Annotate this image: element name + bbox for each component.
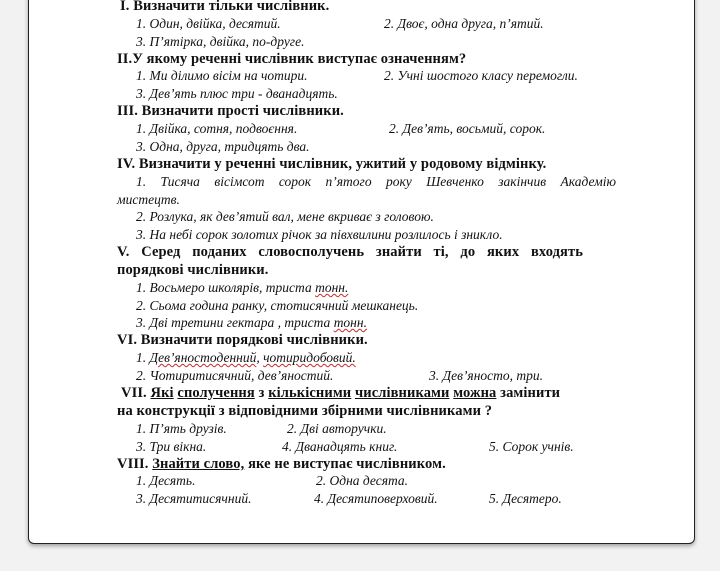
section-1-item-2: 2. Двоє, одна друга, п’ятий.	[384, 16, 544, 31]
section-5-item-3-text: 3. Дві третини гектара , триста	[136, 315, 334, 330]
section-3-item-3: 3. Одна, друга, тридцять два.	[136, 139, 310, 154]
section-5-item-3	[136, 315, 367, 331]
section-4-item-2: 2. Розлука, як дев’ятий вал, мене вкриває з головою.	[136, 209, 434, 224]
section-8-item-5: 5. Десятеро.	[489, 491, 562, 506]
section-7-item-1: 1. П’ять друзів.	[136, 421, 227, 436]
section-4-title: IV. Визначити у реченні числівник, ужитий у родовому відмінку.	[117, 156, 547, 172]
section-7-title-part: числівниками	[354, 385, 450, 401]
section-7-item-5: 5. Сорок учнів.	[489, 439, 574, 454]
section-3-item-1: 1. Двійка, сотня, подвоєння.	[136, 121, 298, 136]
section-3-title: III. Визначити прості числівники.	[117, 103, 344, 119]
section-5-item-1-flagged: тонн.	[315, 280, 349, 295]
section-5-item-1	[136, 280, 348, 296]
section-8-title-part: яке не виступає числівником.	[244, 456, 446, 472]
section-7-title-part: замінити	[496, 385, 561, 401]
section-5-item-2: 2. Сьома година ранку, стотисячний мешканець.	[136, 298, 419, 313]
section-8-title	[117, 456, 446, 473]
document-page	[28, 0, 695, 544]
section-3-item-2: 2. Дев’ять, восьмий, сорок.	[389, 121, 546, 136]
section-4-item-1-cont: мистецтв.	[117, 192, 180, 207]
section-8-item-4: 4. Десятиповерховий.	[314, 491, 438, 506]
section-8-item-2: 2. Одна десята.	[316, 473, 409, 488]
section-7-title-part: сполучення	[177, 385, 255, 401]
section-6-item-1-word-a: Дев’яностоденний	[149, 350, 257, 365]
section-1-title: I. Визначити тільки числівник.	[120, 0, 330, 14]
section-6-item-3: 3. Дев’яносто, три.	[429, 368, 544, 383]
section-5-title-line-2: порядкові числівники.	[117, 262, 269, 278]
section-7-title-part: можна	[453, 385, 497, 401]
section-7-item-2: 2. Дві авторучки.	[287, 421, 387, 436]
section-1-item-3: 3. П’ятірка, двійка, по-друге.	[136, 34, 305, 49]
section-6-item-1-prefix: 1.	[136, 350, 150, 365]
section-7-item-3: 3. Три вікна.	[136, 439, 207, 454]
section-7-title-part: VII.	[121, 385, 151, 401]
section-7-title-part: з	[254, 385, 269, 401]
section-7-title-part: кількісними	[268, 385, 352, 401]
section-2-item-3: 3. Дев’ять плюс три - дванадцять.	[136, 86, 338, 101]
section-4-item-3: 3. На небі сорок золотих річок за півхвилини розлилось і зникло.	[136, 227, 503, 242]
section-7-title-line-2: на конструкції з відповідними збірними числівниками ?	[117, 403, 493, 419]
section-6-item-1-sep: ,	[256, 350, 264, 365]
section-5-item-1-text: 1. Восьмеро школярів, триста	[136, 280, 316, 295]
section-5-item-3-flagged: тонн.	[333, 315, 367, 330]
section-5-title-line-1: V. Серед поданих словосполучень знайти ті, до яких входять	[117, 244, 583, 260]
section-6-item-2: 2. Чотиритисячний, дев’яностий.	[136, 368, 334, 383]
section-6-title: VI. Визначити порядкові числівники.	[117, 332, 368, 348]
section-8-item-1: 1. Десять.	[136, 473, 196, 488]
section-1-item-1: 1. Один, двійка, десятий.	[136, 16, 281, 31]
section-7-title-part: Які	[150, 385, 174, 401]
section-7-title-line-1	[121, 385, 560, 402]
section-8-title-part: Знайти слово,	[152, 456, 245, 472]
section-2-item-1: 1. Ми ділимо вісім на чотири.	[136, 68, 308, 83]
section-8-item-3: 3. Десятитисячний.	[136, 491, 252, 506]
section-2-item-2: 2. Учні шостого класу перемогли.	[384, 68, 578, 83]
section-2-title: II.У якому реченні числівник виступає означенням?	[117, 51, 467, 67]
section-8-title-part: VIII.	[117, 456, 153, 472]
section-7-item-4: 4. Дванадцять книг.	[282, 439, 398, 454]
section-6-item-1	[136, 350, 356, 366]
section-4-item-1: 1. Тисяча вісімсот сорок п’ятого року Шевченко закінчив Академію	[136, 174, 616, 189]
section-6-item-1-word-b: чотиридобовий.	[263, 350, 356, 365]
